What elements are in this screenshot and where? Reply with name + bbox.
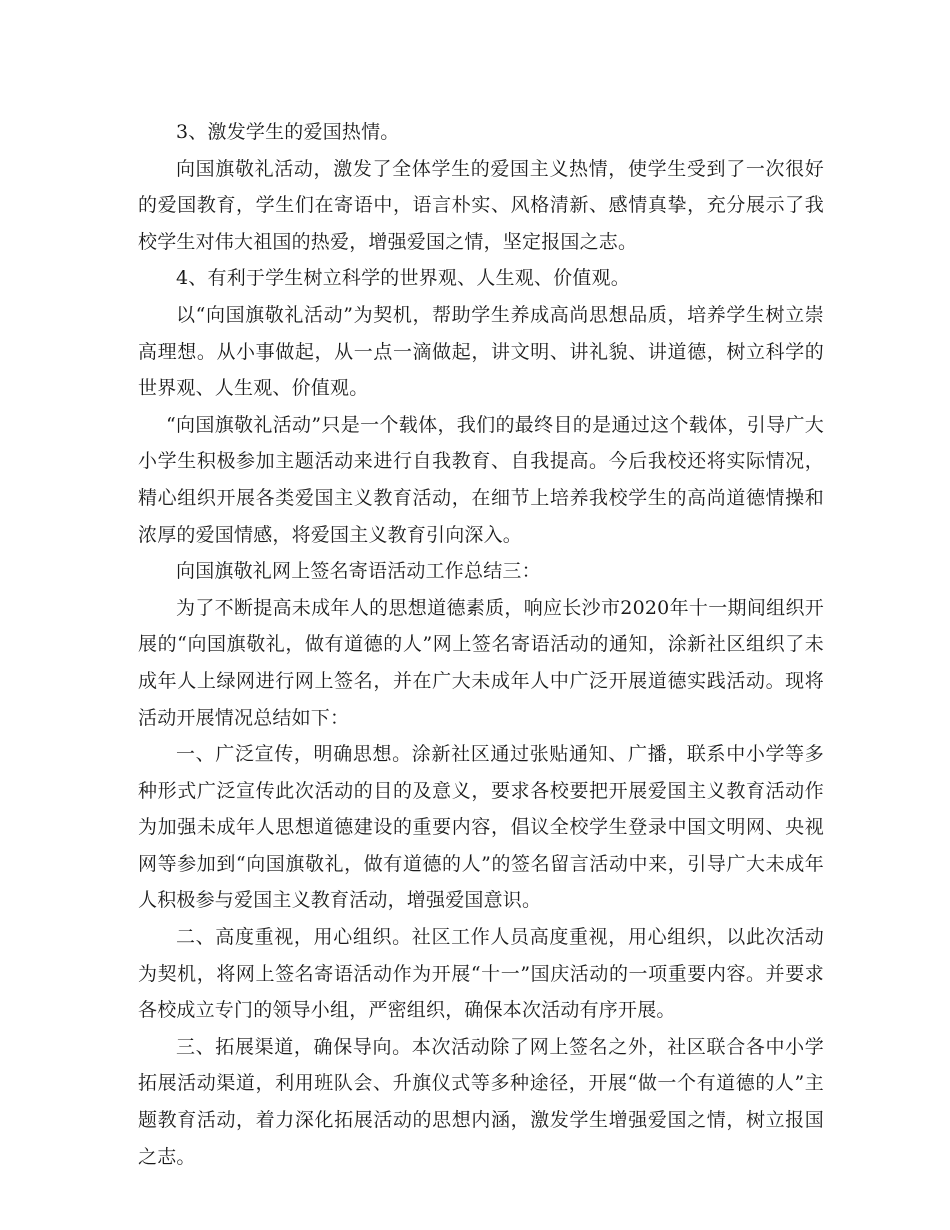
document-body xyxy=(138,114,824,1175)
paragraph-intro: 为了不断提高未成年人的思想道德素质，响应长沙市2020年十一期间组织开展的“向国旗敬礼，做有道德的人”网上签名寄语活动的通知，涂新社区组织了未成年人上绿网进行网上签名，并在广大未成年人中广泛开展道德实践活动。现将活动开展情况总结如下： xyxy=(138,596,824,729)
paragraph-patriotic-education: 向国旗敬礼活动，激发了全体学生的爱国主义热情，使学生受到了一次很好的爱国教育，学生们在寄语中，语言朴实、风格清新、感情真挚，充分展示了我校学生对伟大祖国的热爱，增强爱国之情，坚定报国之志。 xyxy=(138,157,824,253)
paragraph-point-one: 一、广泛宣传，明确思想。涂新社区通过张贴通知、广播，联系中小学等多种形式广泛宣传此次活动的目的及意义，要求各校要把开展爱国主义教育活动作为加强未成年人思想道德建设的重要内容，倡议全校学生登录中国文明网、央视网等参加到“向国旗敬礼，做有道德的人”的签名留言活动中来，引导广大未成年人积极参与爱国主义教育活动，增强爱国意识。 xyxy=(138,743,824,912)
paragraph-heading-4: 4、有利于学生树立科学的世界观、人生观、价值观。 xyxy=(176,267,630,290)
paragraph-summary-three-title: 向国旗敬礼网上签名寄语活动工作总结三： xyxy=(176,560,541,583)
paragraph-opportunity: 以“向国旗敬礼活动”为契机，帮助学生养成高尚思想品质，培养学生树立崇高理想。从小事做起，从一点一滴做起，讲文明、讲礼貌、讲道德，树立科学的世界观、人生观、价值观。 xyxy=(138,303,824,400)
paragraph-carrier: “向国旗敬礼活动”只是一个载体，我们的最终目的是通过这个载体，引导广大小学生积极参加主题活动来进行自我教育、自我提高。今后我校还将实际情况，精心组织开展各类爱国主义教育活动，在细节上培养我校学生的高尚道德情操和浓厚的爱国情感，将爱国主义教育引向深入。 xyxy=(138,413,824,546)
paragraph-point-three: 三、拓展渠道，确保导向。本次活动除了网上签名之外，社区联合各中小学拓展活动渠道，利用班队会、升旗仪式等多种途径，开展“做一个有道德的人”主题教育活动，着力深化拓展活动的思想内涵，激发学生增强爱国之情，树立报国之志。 xyxy=(138,1035,824,1168)
paragraph-point-two: 二、高度重视，用心组织。社区工作人员高度重视，用心组织，以此次活动为契机，将网上签名寄语活动作为开展“十一”国庆活动的一项重要内容。并要求各校成立专门的领导小组，严密组织，确保本次活动有序开展。 xyxy=(138,926,824,1022)
paragraph-heading-3: 3、激发学生的爱国热情。 xyxy=(176,121,400,143)
